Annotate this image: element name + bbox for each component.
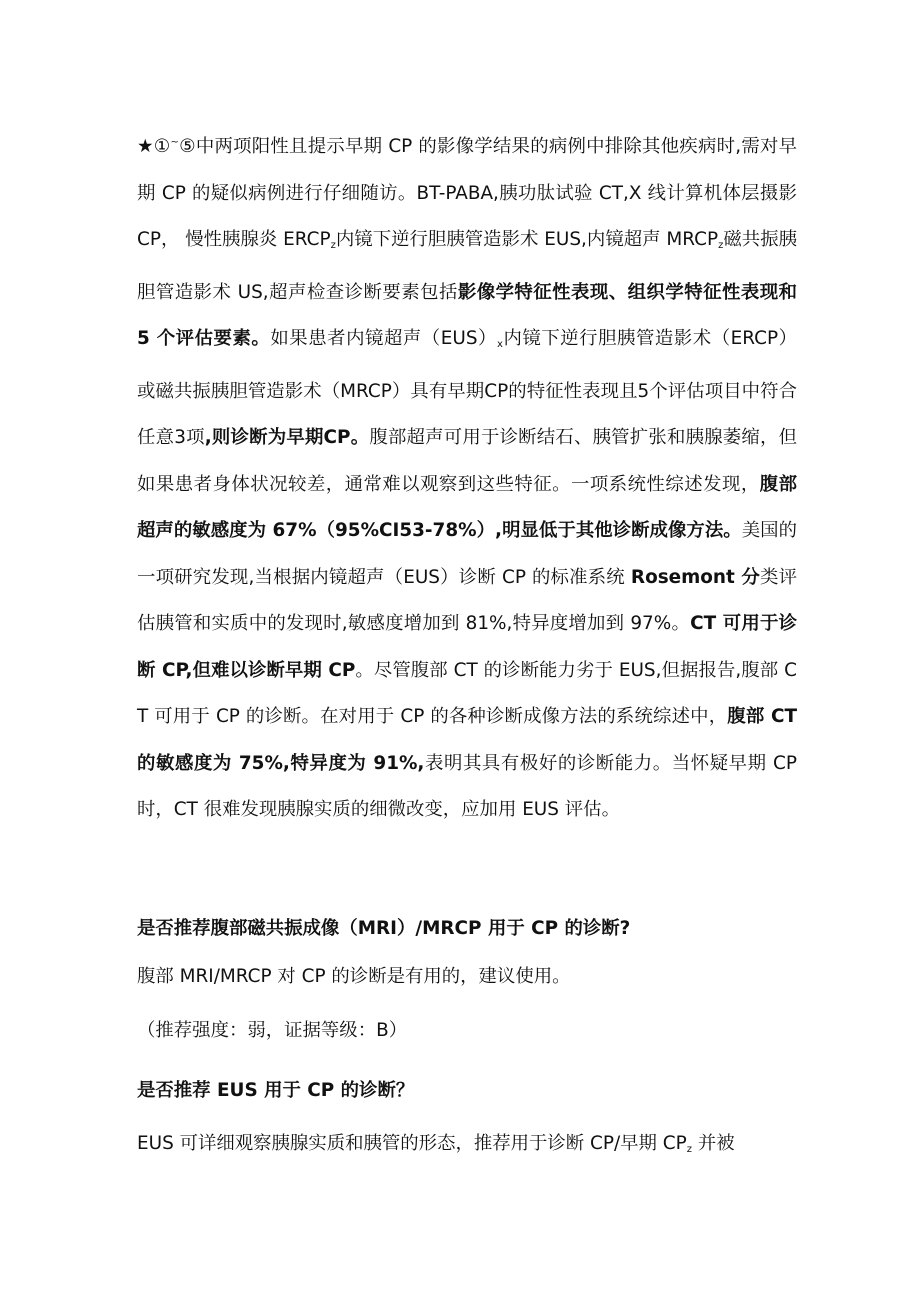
bold-run: Rosemont 分 [630,566,760,588]
text-run: ⑤中两项阳性且提示早期 CP 的影像学结果的病例中排除其他疾病时,需对早期 CP 的疑似病例进行仔细随访。BT-PABA,胰功肽试验 CT,X 线计算机体层摄影 CP， 慢性胰腺炎 ERCP [137,136,797,250]
text-run: ★① [137,136,171,157]
text-run: 表明其具有极好的诊断能力。当怀疑早期 CP 时，CT 很难发现胰腺实质的细微改变，应加用 EUS 评估。 [137,752,797,820]
subscript-mark: z [330,240,336,251]
answer-text-mri: 腹部 MRI/MRCP 对 CP 的诊断是有用的，建议使用。 [137,966,571,987]
text-run: 内镜下逆行胆胰管造影术（ERCP）或磁共振胰胆管造影术（MRCP）具有早期CP的特征性表现且5个评估项目中符合任意3项 [137,328,797,448]
text-run: 磁共振胰胆管造影术 US,超声检查诊断要素包括 [137,229,797,303]
text-run: EUS 可详细观察胰腺实质和胰管的形态，推荐用于诊断 CP/早期 CP [137,1133,687,1154]
bold-run: 腹部 CT 的敏感度为 75%,特异度为 91%, [137,706,797,774]
bold-run: CT 可用于诊断 CP,但难以诊断早期 CP [137,613,797,681]
text-run: 腹部超声可用于诊断结石、胰管扩张和胰腺萎缩，但如果患者身体状况较差，通常难以观察到这些特征。一项系统性综述发现， [137,427,797,495]
text-run: 类评估胰管和实质中的发现时,敏感度增加到 81%,特异度增加到 97%。 [137,566,797,634]
main-paragraph [137,120,797,834]
question-heading-eus: 是否推荐 EUS 用于 CP 的诊断？ [137,1080,415,1101]
text-run: 。尽管腹部 CT 的诊断能力劣于 EUS,但据报告,腹部 CT 可用于 CP 的诊断。在对用于 CP 的各种诊断成像方法的系统综述中， [137,659,797,727]
bold-run: ,则诊断为早期CP。 [204,427,370,448]
subscript-mark: z [686,1144,692,1155]
text-run: 美国的一项研究发现,当根据内镜超声（EUS）诊断 CP 的标准系统 [137,520,797,588]
subscript-mark: x [496,339,503,350]
superscript-mark: ~ [170,137,179,148]
bold-run: 腹部超声的敏感度为 67%（95%CI53-78%）,明显低于其他诊断成像方法。 [137,473,797,541]
recommendation-strength: （推荐强度：弱，证据等级：B） [137,1020,408,1041]
answer-text-eus [137,1130,797,1164]
text-run: 内镜下逆行胆胰管造影术 EUS,内镜超声 MRCP [335,229,719,250]
subscript-mark: z [718,240,724,251]
question-heading-mri: 是否推荐腹部磁共振成像（MRI）/MRCP 用于 CP 的诊断? [137,918,631,939]
text-run: 并被 [691,1133,735,1154]
text-run: 如果患者内镜超声（EUS） [270,328,497,349]
bold-run: 影像学特征性表现、组织学特征性表现和 5 个评估要素。 [137,281,797,349]
